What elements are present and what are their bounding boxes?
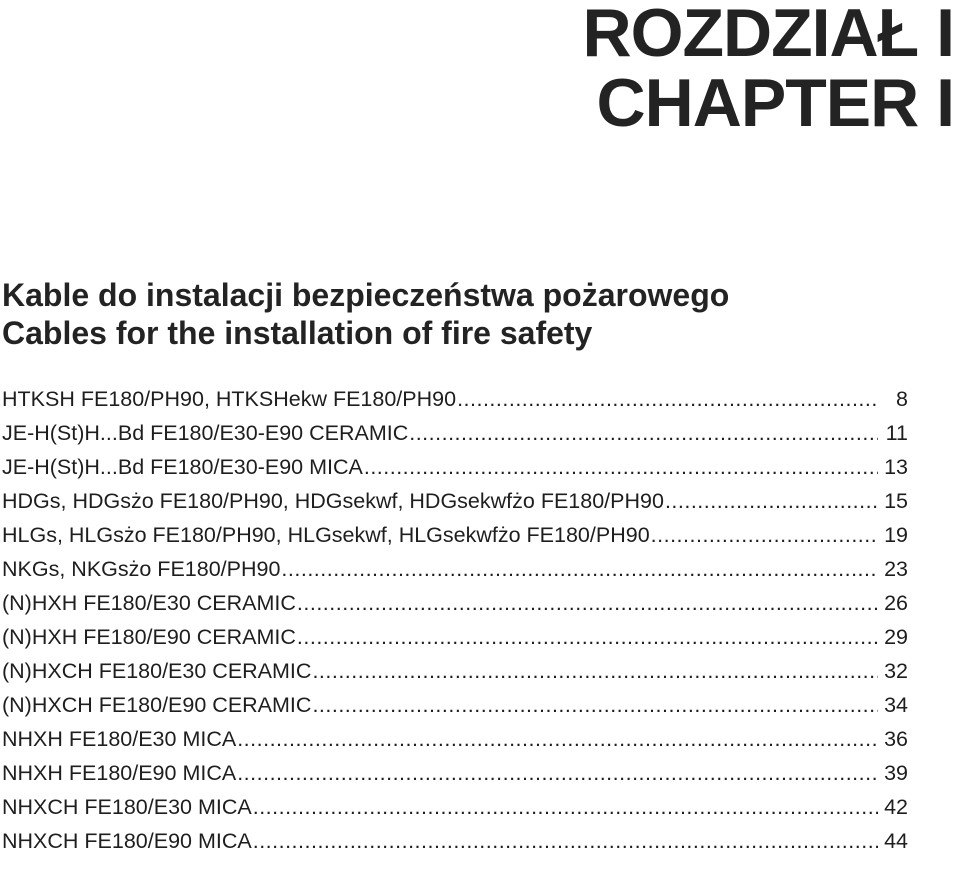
toc-entry[interactable] <box>2 382 908 416</box>
toc-page-number: 19 <box>884 523 908 547</box>
toc-leader-dots <box>237 756 878 790</box>
toc-leader-dots <box>297 620 878 654</box>
toc-page-number: 15 <box>884 489 908 513</box>
section-title-pl: Kable do instalacji bezpieczeństwa pożarowego <box>2 277 730 313</box>
toc-entry[interactable] <box>2 620 908 654</box>
section-heading <box>2 276 729 352</box>
toc-leader-dots <box>237 722 878 756</box>
toc-page-number: 34 <box>884 693 908 717</box>
toc-entry-title: NHXCH FE180/E30 MICA <box>2 795 252 819</box>
chapter-heading <box>582 0 954 141</box>
toc-entry-title: NHXCH FE180/E90 MICA <box>2 829 252 853</box>
toc-page-number: 32 <box>884 659 908 683</box>
toc-entry[interactable] <box>2 416 908 450</box>
toc-entry[interactable] <box>2 654 908 688</box>
toc-page-number: 44 <box>884 829 908 853</box>
toc-leader-dots <box>312 688 878 722</box>
toc-entry-title: NHXH FE180/E90 MICA <box>2 761 237 785</box>
toc-entry-title: NKGs, NKGsżo FE180/PH90 <box>2 557 281 581</box>
chapter-title-pl: ROZDZIAŁ I <box>582 0 954 71</box>
toc-entry[interactable] <box>2 790 908 824</box>
toc-entry[interactable] <box>2 688 908 722</box>
toc-entry-title: (N)HXCH FE180/E90 CERAMIC <box>2 693 312 717</box>
toc-entry-title: HTKSH FE180/PH90, HTKSHekw FE180/PH90 <box>2 387 457 411</box>
table-of-contents <box>2 382 908 858</box>
toc-leader-dots <box>297 586 878 620</box>
toc-page-number: 23 <box>884 557 908 581</box>
toc-leader-dots <box>364 450 878 484</box>
toc-entry[interactable] <box>2 824 908 858</box>
toc-page-number: 11 <box>885 421 908 445</box>
toc-entry-title: JE-H(St)H...Bd FE180/E30-E90 CERAMIC <box>2 421 409 445</box>
toc-entry-title: HLGs, HLGsżo FE180/PH90, HLGsekwf, HLGsekwfżo FE180/PH90 <box>2 523 650 547</box>
toc-page-number: 8 <box>896 387 908 411</box>
toc-entry[interactable] <box>2 722 908 756</box>
toc-leader-dots <box>281 552 878 586</box>
toc-page-number: 36 <box>884 727 908 751</box>
toc-leader-dots <box>253 790 878 824</box>
toc-leader-dots <box>665 484 878 518</box>
toc-entry-title: JE-H(St)H...Bd FE180/E30-E90 MICA <box>2 455 363 479</box>
toc-entry[interactable] <box>2 756 908 790</box>
toc-page-number: 26 <box>884 591 908 615</box>
toc-entry-title: (N)HXH FE180/E30 CERAMIC <box>2 591 296 615</box>
toc-entry-title: (N)HXH FE180/E90 CERAMIC <box>2 625 296 649</box>
toc-leader-dots <box>409 416 878 450</box>
section-title-en: Cables for the installation of fire safety <box>2 315 593 351</box>
toc-entry[interactable] <box>2 586 908 620</box>
toc-leader-dots <box>651 518 878 552</box>
toc-leader-dots <box>312 654 878 688</box>
toc-entry-title: (N)HXCH FE180/E30 CERAMIC <box>2 659 312 683</box>
toc-page-number: 42 <box>884 795 908 819</box>
toc-entry[interactable] <box>2 484 908 518</box>
toc-entry[interactable] <box>2 552 908 586</box>
toc-entry-title: HDGs, HDGsżo FE180/PH90, HDGsekwf, HDGsekwfżo FE180/PH90 <box>2 489 664 513</box>
toc-leader-dots <box>457 382 878 416</box>
toc-page-number: 29 <box>884 625 908 649</box>
toc-entry[interactable] <box>2 450 908 484</box>
toc-entry-title: NHXH FE180/E30 MICA <box>2 727 237 751</box>
toc-entry[interactable] <box>2 518 908 552</box>
toc-page-number: 39 <box>884 761 908 785</box>
toc-leader-dots <box>253 824 878 858</box>
toc-page-number: 13 <box>884 455 908 479</box>
chapter-title-en: CHAPTER I <box>596 65 954 141</box>
